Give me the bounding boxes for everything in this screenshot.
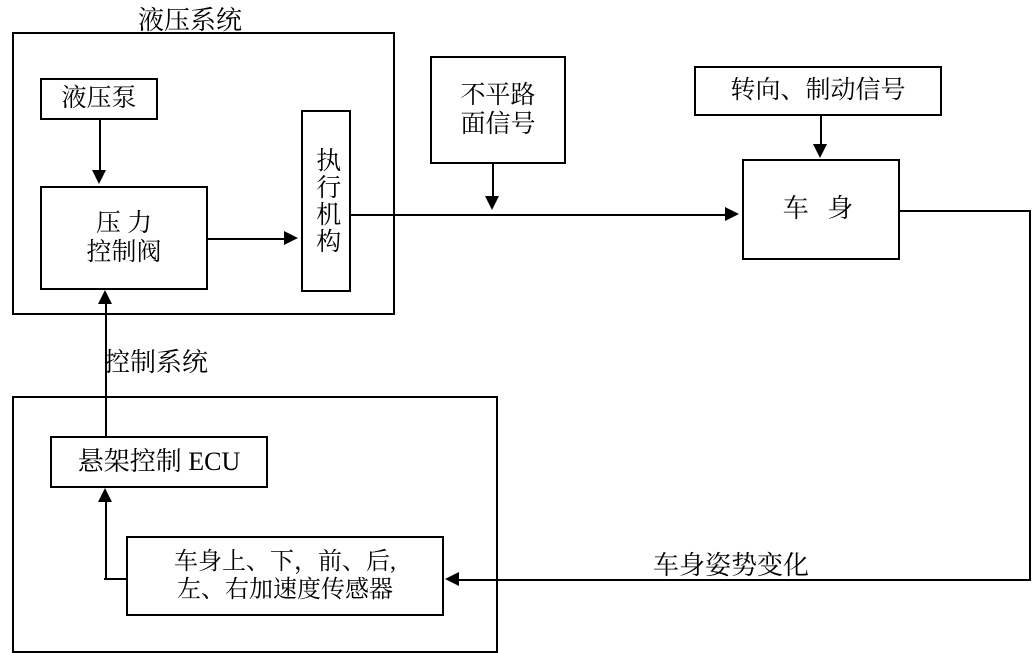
connector-sensor-to-ecu-vertical (105, 502, 107, 579)
pressure-control-valve-label-line2: 控制阀 (86, 239, 162, 266)
hydraulic-pump-node (40, 78, 158, 120)
steer-brake-signal-node (694, 66, 942, 116)
connector-actuator-to-body (351, 214, 725, 216)
actuator-label: 执行机构 (312, 147, 340, 255)
arrowhead-sensor-to-ecu (98, 488, 112, 502)
pressure-control-valve-node (40, 186, 208, 290)
connector-body-feedback-top (900, 210, 1031, 212)
connector-pump-to-valve (99, 120, 101, 170)
rough-road-signal-label-line2: 面信号 (460, 111, 536, 138)
arrowhead-actuator-to-body (725, 207, 739, 221)
connector-sensor-to-ecu-stub (104, 578, 128, 580)
vehicle-body-label: 车 身 (782, 194, 860, 224)
rough-road-signal-node (430, 56, 566, 164)
hydraulic-pump-label: 液压泵 (61, 85, 137, 113)
suspension-ecu-label: 悬架控制 ECU (77, 446, 241, 476)
vehicle-body-node (742, 159, 900, 260)
control-system-label: 控制系统 (104, 348, 209, 377)
pressure-control-valve-label-line1: 压 力 (95, 209, 153, 237)
arrowhead-feedback-to-sensor (445, 572, 459, 586)
arrowhead-valve-to-actuator (284, 231, 298, 245)
arrowhead-pump-to-valve (92, 170, 106, 184)
connector-steerbrake-to-body (820, 116, 822, 144)
connector-body-feedback-right (1029, 210, 1031, 581)
rough-road-signal-label-line1: 不平路 (460, 81, 536, 109)
steer-brake-signal-label: 转向、制动信号 (730, 77, 906, 105)
arrowhead-ecu-to-valve (98, 290, 112, 304)
connector-valve-to-actuator (208, 238, 284, 240)
acceleration-sensor-node (126, 536, 444, 616)
arrowhead-steerbrake-to-body (813, 144, 827, 158)
acceleration-sensor-label-line1: 车身上、下，前、后, (174, 548, 396, 575)
actuator-node (301, 110, 351, 292)
body-attitude-change-label: 车身姿势变化 (653, 551, 810, 580)
acceleration-sensor-label-line2: 左、右加速度传感器 (177, 577, 393, 603)
arrowhead-roughroad-to-mainline (485, 196, 499, 210)
suspension-ecu-node (50, 436, 268, 488)
connector-roughroad-to-mainline (492, 164, 494, 196)
hydraulic-system-label: 液压系统 (138, 6, 243, 35)
